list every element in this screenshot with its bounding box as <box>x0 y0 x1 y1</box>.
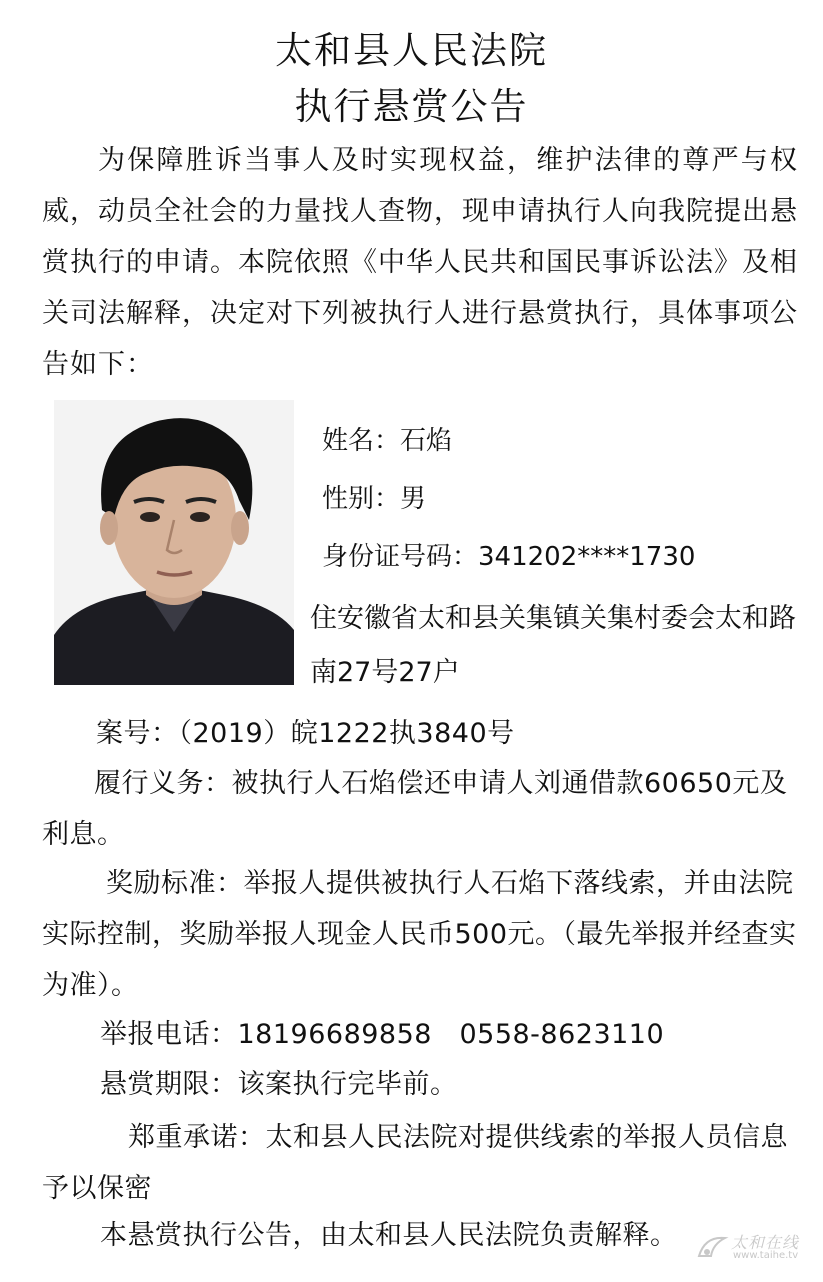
case-number: 案号：（2019）皖1222执3840号 <box>96 718 515 749</box>
site-watermark <box>695 1226 815 1268</box>
suspect-address: 住安徽省太和县关集镇关集村委会太和路南27号27户 <box>310 603 796 688</box>
intro-paragraph <box>42 135 798 390</box>
suspect-photo <box>54 400 294 685</box>
intro-text: 为保障胜诉当事人及时实现权益，维护法律的尊严与权威，动员全社会的力量找人查物，现申请执行人向我院提出悬赏执行的申请。本院依照《中华人民共和国民事诉讼法》及相关司法解释，决定对下列被执行人进行悬赏执行，具体事项公告如下： <box>42 145 798 380</box>
reward-term: 悬赏期限：该案执行完毕前。 <box>100 1069 458 1100</box>
obligation-paragraph <box>42 758 802 860</box>
obligation-text: 履行义务：被执行人石焰偿还申请人刘通借款60650元及利息。 <box>42 768 788 850</box>
notice-title: 执行悬赏公告 <box>294 85 529 128</box>
reward-text: 奖励标准：举报人提供被执行人石焰下落线索，并由法院实际控制，奖励举报人现金人民币500元。（最先举报并经查实为准）。 <box>42 868 797 1001</box>
suspect-gender: 性别：男 <box>322 484 427 514</box>
final-note: 本悬赏执行公告，由太和县人民法院负责解释。 <box>100 1220 678 1251</box>
watermark-url: www.taihe.tv <box>733 1250 799 1261</box>
suspect-id-number: 身份证号码：341202****1730 <box>322 542 696 572</box>
reward-paragraph <box>42 858 802 1011</box>
confidentiality-paragraph <box>42 1112 802 1214</box>
report-phone: 举报电话：18196689858 0558-8623110 <box>100 1019 665 1050</box>
watermark-name: 太和在线 <box>731 1233 800 1252</box>
confidentiality-text: 郑重承诺：太和县人民法院对提供线索的举报人员信息予以保密 <box>42 1122 788 1204</box>
court-name: 太和县人民法院 <box>275 29 548 72</box>
portrait-image <box>54 400 294 685</box>
watermark-logo-icon <box>695 1230 729 1264</box>
suspect-name: 姓名：石焰 <box>322 426 453 456</box>
